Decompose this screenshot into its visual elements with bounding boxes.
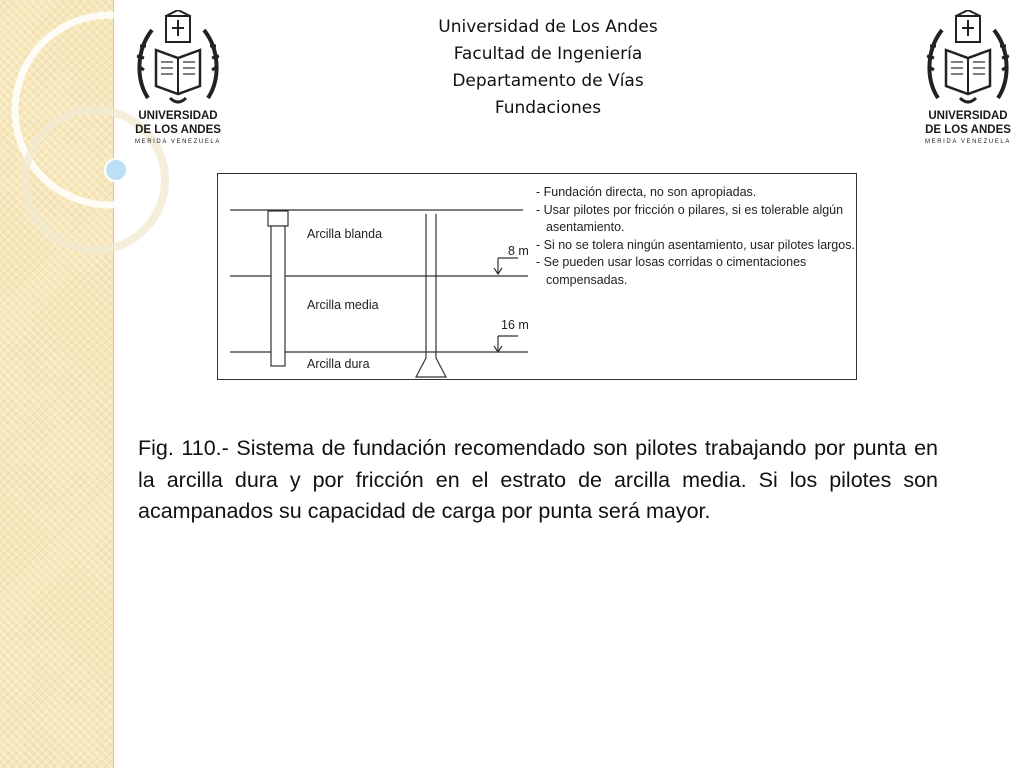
logo-text-line2: DE LOS ANDES — [135, 124, 221, 136]
university-logo-left — [130, 10, 226, 150]
depth-arrow-16m — [494, 336, 518, 352]
figure-caption: Fig. 110.- Sistema de fundación recomendado son pilotes trabajando por punta en la arcilla dura y por fricción en el estrato de arcilla media. Si los pilotes son acampanados su capacidad de carga por punta será mayor. — [138, 436, 938, 523]
logo-text-line1: UNIVERSIDAD — [138, 110, 218, 122]
depth-arrow-8m — [494, 258, 518, 274]
pile-cap — [268, 211, 288, 226]
logo-text-line3: MERIDA VENEZUELA — [135, 139, 221, 145]
university-logo-right — [920, 10, 1016, 150]
depth-label-16m: 16 m — [501, 318, 529, 332]
crest-icon — [130, 10, 226, 110]
recommendation-item: - Se pueden usar losas corridas o cimentaciones compensadas. — [536, 255, 807, 287]
recommendation-item: - Fundación directa, no son apropiadas. — [536, 185, 757, 199]
recommendation-item: - Usar pilotes por fricción o pilares, si es tolerable algún asentamiento. — [536, 202, 844, 234]
layer-label-soft-clay: Arcilla blanda — [307, 227, 383, 241]
layer-label-hard-clay: Arcilla dura — [307, 357, 370, 371]
decorative-dot — [105, 159, 127, 181]
logo-text-line1: UNIVERSIDAD — [928, 110, 1008, 122]
recommendation-list — [536, 184, 856, 289]
header-university: Universidad de Los Andes — [438, 17, 658, 37]
header-faculty: Facultad de Ingeniería — [453, 44, 643, 64]
logo-text-line3: MERIDA VENEZUELA — [925, 139, 1011, 145]
friction-pile — [271, 226, 285, 366]
crest-icon — [920, 10, 1016, 110]
depth-label-8m: 8 m — [508, 244, 529, 258]
header-course: Fundaciones — [494, 98, 602, 118]
layer-label-medium-clay: Arcilla media — [307, 298, 379, 312]
slide-header — [330, 14, 766, 122]
logo-text-line2: DE LOS ANDES — [925, 124, 1011, 136]
header-department: Departamento de Vías — [452, 71, 644, 91]
recommendation-item: - Si no se tolera ningún asentamiento, usar pilotes largos. — [536, 237, 855, 252]
soil-profile-figure — [217, 173, 857, 380]
